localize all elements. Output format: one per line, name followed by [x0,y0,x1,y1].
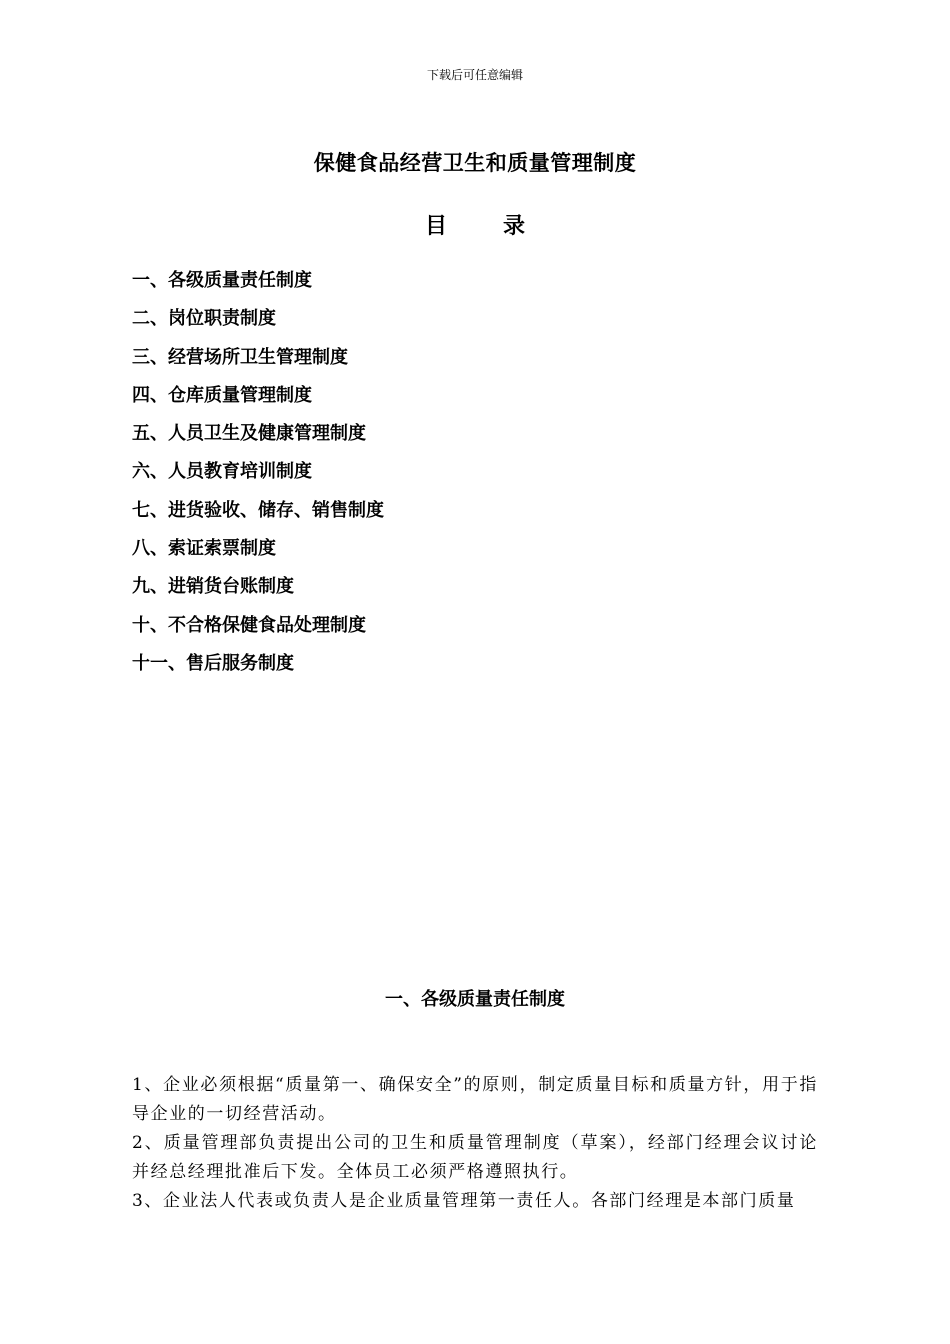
toc-item: 二、岗位职责制度 [132,308,276,330]
section-body [132,1071,818,1216]
toc-item: 四、仓库质量管理制度 [132,384,312,406]
toc-item: 八、索证索票制度 [132,538,276,560]
header-note: 下载后可任意编辑 [426,68,523,82]
toc-heading-left: 目 [424,214,447,239]
body-paragraph: 2、质量管理部负责提出公司的卫生和质量管理制度（草案），经部门经理会议讨论并经总经理批准后下发。全体员工必须严格遵照执行。 [132,1133,818,1182]
toc-list [132,266,384,687]
toc-item: 十、不合格保健食品处理制度 [132,614,366,636]
toc-item: 六、人员教育培训制度 [132,461,312,483]
document-title: 保健食品经营卫生和质量管理制度 [313,151,637,175]
toc-item: 一、各级质量责任制度 [132,270,312,291]
body-paragraph: 3、企业法人代表或负责人是企业质量管理第一责任人。各部门经理是本部门质量 [132,1191,796,1211]
toc-item: 五、人员卫生及健康管理制度 [132,423,366,445]
toc-heading [0,209,950,240]
section-heading: 一、各级质量责任制度 [385,989,565,1010]
toc-item: 七、进货验收、储存、销售制度 [132,499,384,521]
toc-item: 十一、售后服务制度 [132,652,294,674]
toc-item: 三、经营场所卫生管理制度 [132,346,348,368]
toc-heading-right: 录 [503,214,526,239]
body-paragraph: 1、企业必须根据“质量第一、确保安全”的原则，制定质量目标和质量方针，用于指导企业的一切经营活动。 [132,1075,818,1124]
toc-item: 九、进销货台账制度 [132,576,294,598]
